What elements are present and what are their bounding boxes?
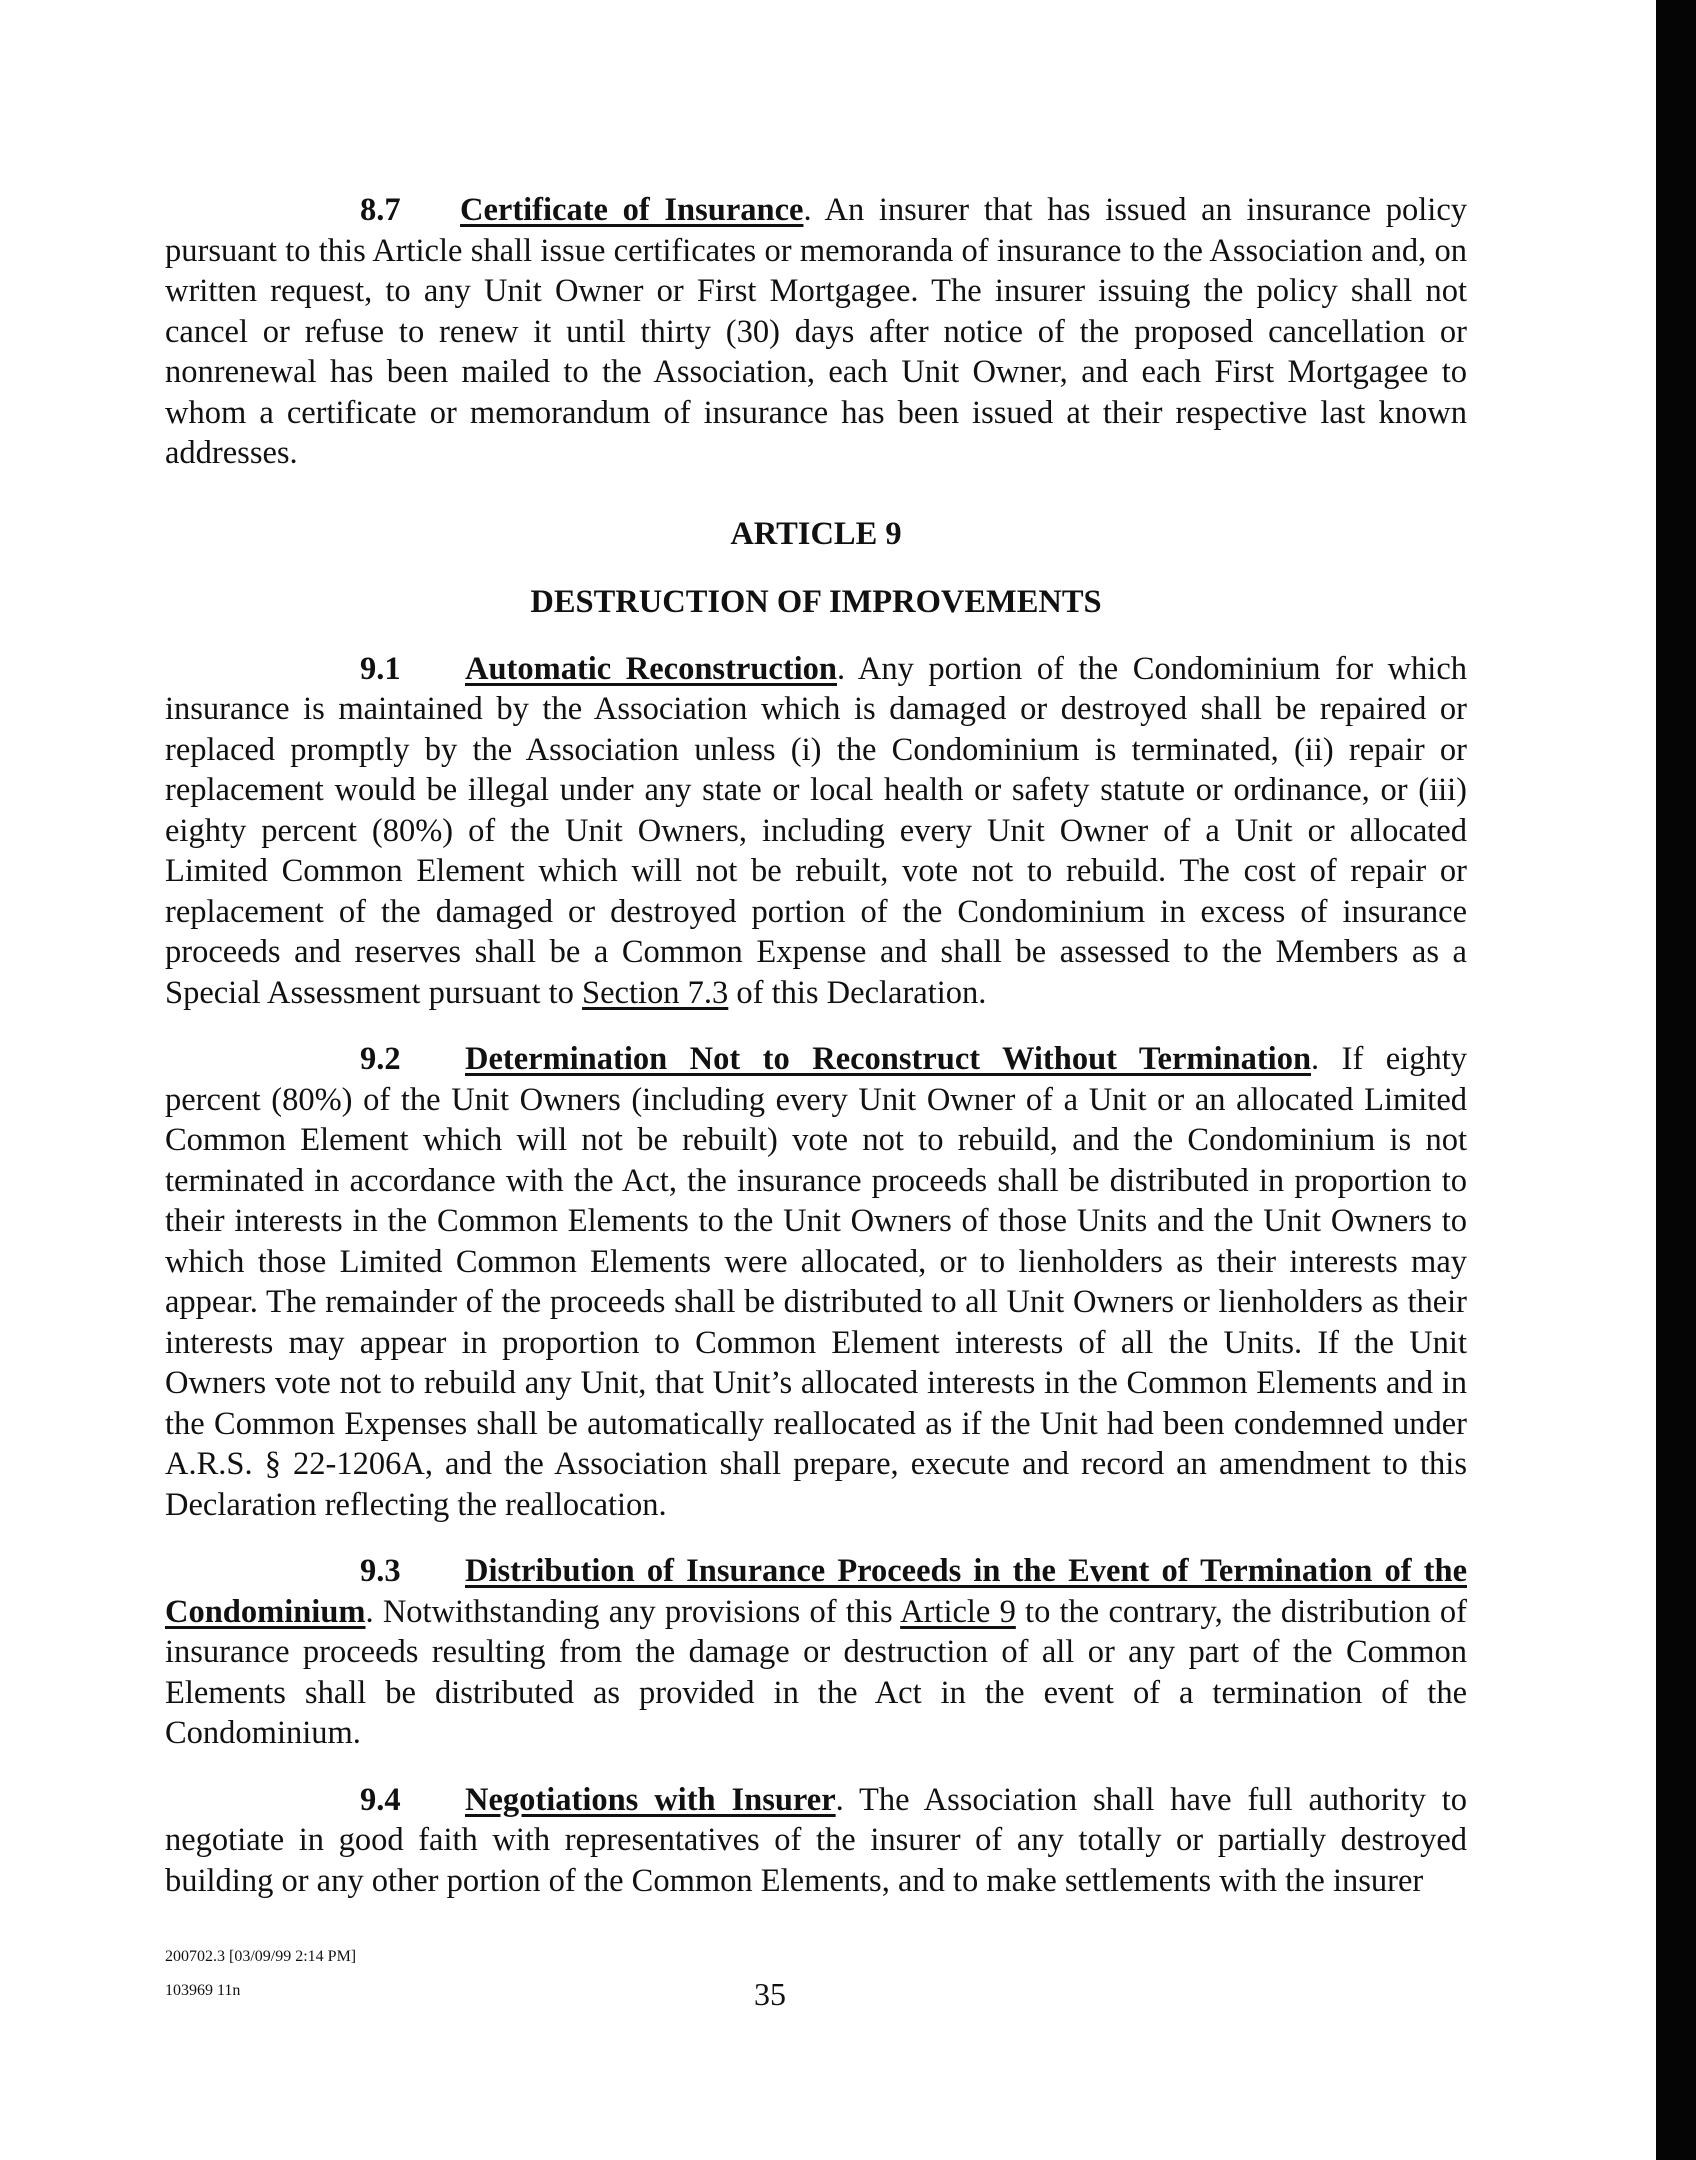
section-body-end: of this Declaration. [728,974,987,1011]
section-number: 9.2 [360,1041,401,1077]
section-body: . If eighty percent (80%) of the Unit Owners (including every Unit Owner of a Unit or an allocated Limited Common Element which will not be rebuilt) vote not to rebuild, and the Condominium is not terminated in accordance with the Act, the insurance proceeds shall be distributed in proportion to their interests in the Common Elements to the Unit Owners of those Units and the Unit Owners to which those Limited Common Elements were allocated, or to lienholders as their interests may appear. The remainder of the proceeds shall be distributed to all Unit Owners or lienholders as their interests may appear in proportion to Common Element interests of all the Units. If the Unit Owners vote not to rebuild any Unit, that Unit’s allocated interests in the Common Elements and in the Common Expenses shall be automatically reallocated as if the Unit had been condemned under A.R.S. § 22-1206A, and the Association shall prepare, execute and record an amendment to this Declaration reflecting the reallocation. [165,1041,1467,1523]
section-9-1 [165,649,1467,1014]
page-number: 35 [754,1976,786,2012]
section-9-3 [165,1551,1467,1754]
section-body: . An insurer that has issued an insurance policy pursuant to this Article shall issue certificates or memoranda of insurance to the Association and, on written request, to any Unit Owner or First Mortgagee. The insurer issuing the policy shall not cancel or refuse to renew it until thirty (30) days after notice of the proposed cancellation or nonrenewal has been mailed to the Association, each Unit Owner, and each First Mortgagee to whom a certificate or memorandum of insurance has been issued at their respective last known addresses. [165,192,1467,471]
article-label: ARTICLE 9 [730,515,902,552]
doc-id: 200702.3 [03/09/99 2:14 PM] [165,1948,357,1965]
section-9-4 [165,1780,1467,1902]
section-number: 9.4 [360,1781,401,1818]
article-title: DESTRUCTION OF IMPROVEMENTS [530,584,1102,620]
section-cross-reference: Article 9 [900,1593,1016,1630]
page-edge-shadow [1656,0,1696,2160]
section-9-2 [165,1039,1467,1525]
section-title: Distribution of Insurance Proceeds in the Event of Termination of the Condominium [165,1553,1467,1630]
section-body: . Notwithstanding any provisions of this [365,1593,901,1630]
file-id: 103969 11n [165,1982,241,1999]
document-page [165,190,1467,1901]
section-number: 8.7 [360,192,401,228]
section-8-7 [165,190,1467,474]
section-body-end: to the contrary, the distribution of insurance proceeds resulting from the damage or destruction of all or any part of the Common Elements shall be distributed as provided in the Act in the event of a termination of the Condominium. [165,1593,1468,1751]
section-title: Certificate of Insurance [460,192,804,228]
section-number: 9.1 [360,650,401,687]
section-title: Negotiations with Insurer [465,1781,836,1818]
section-body: . Any portion of the Condominium for which insurance is maintained by the Association which is damaged or destroyed shall be repaired or replaced promptly by the Association unless (i) the Condominium is terminated, (ii) repair or replacement would be illegal under any state or local health or safety statute or ordinance, or (iii) eighty percent (80%) of the Unit Owners, including every Unit Owner of a Unit or allocated Limited Common Element which will not be rebuilt, vote not to rebuild. The cost of repair or replacement of the damaged or destroyed portion of the Condominium in excess of insurance proceeds and reserves shall be a Common Expense and shall be assessed to the Members as a Special Assessment pursuant to [165,650,1468,1011]
section-cross-reference: Section 7.3 [582,974,729,1011]
section-title: Automatic Reconstruction [465,650,837,687]
section-number: 9.3 [360,1553,401,1589]
section-body: . The Association shall have full authority to negotiate in good faith with representatives of the insurer of any totally or partially destroyed building or any other portion of the Common Elements, and to make settlements with the insurer [165,1781,1467,1899]
section-title: Determination Not to Reconstruct Without Termination [465,1041,1312,1077]
